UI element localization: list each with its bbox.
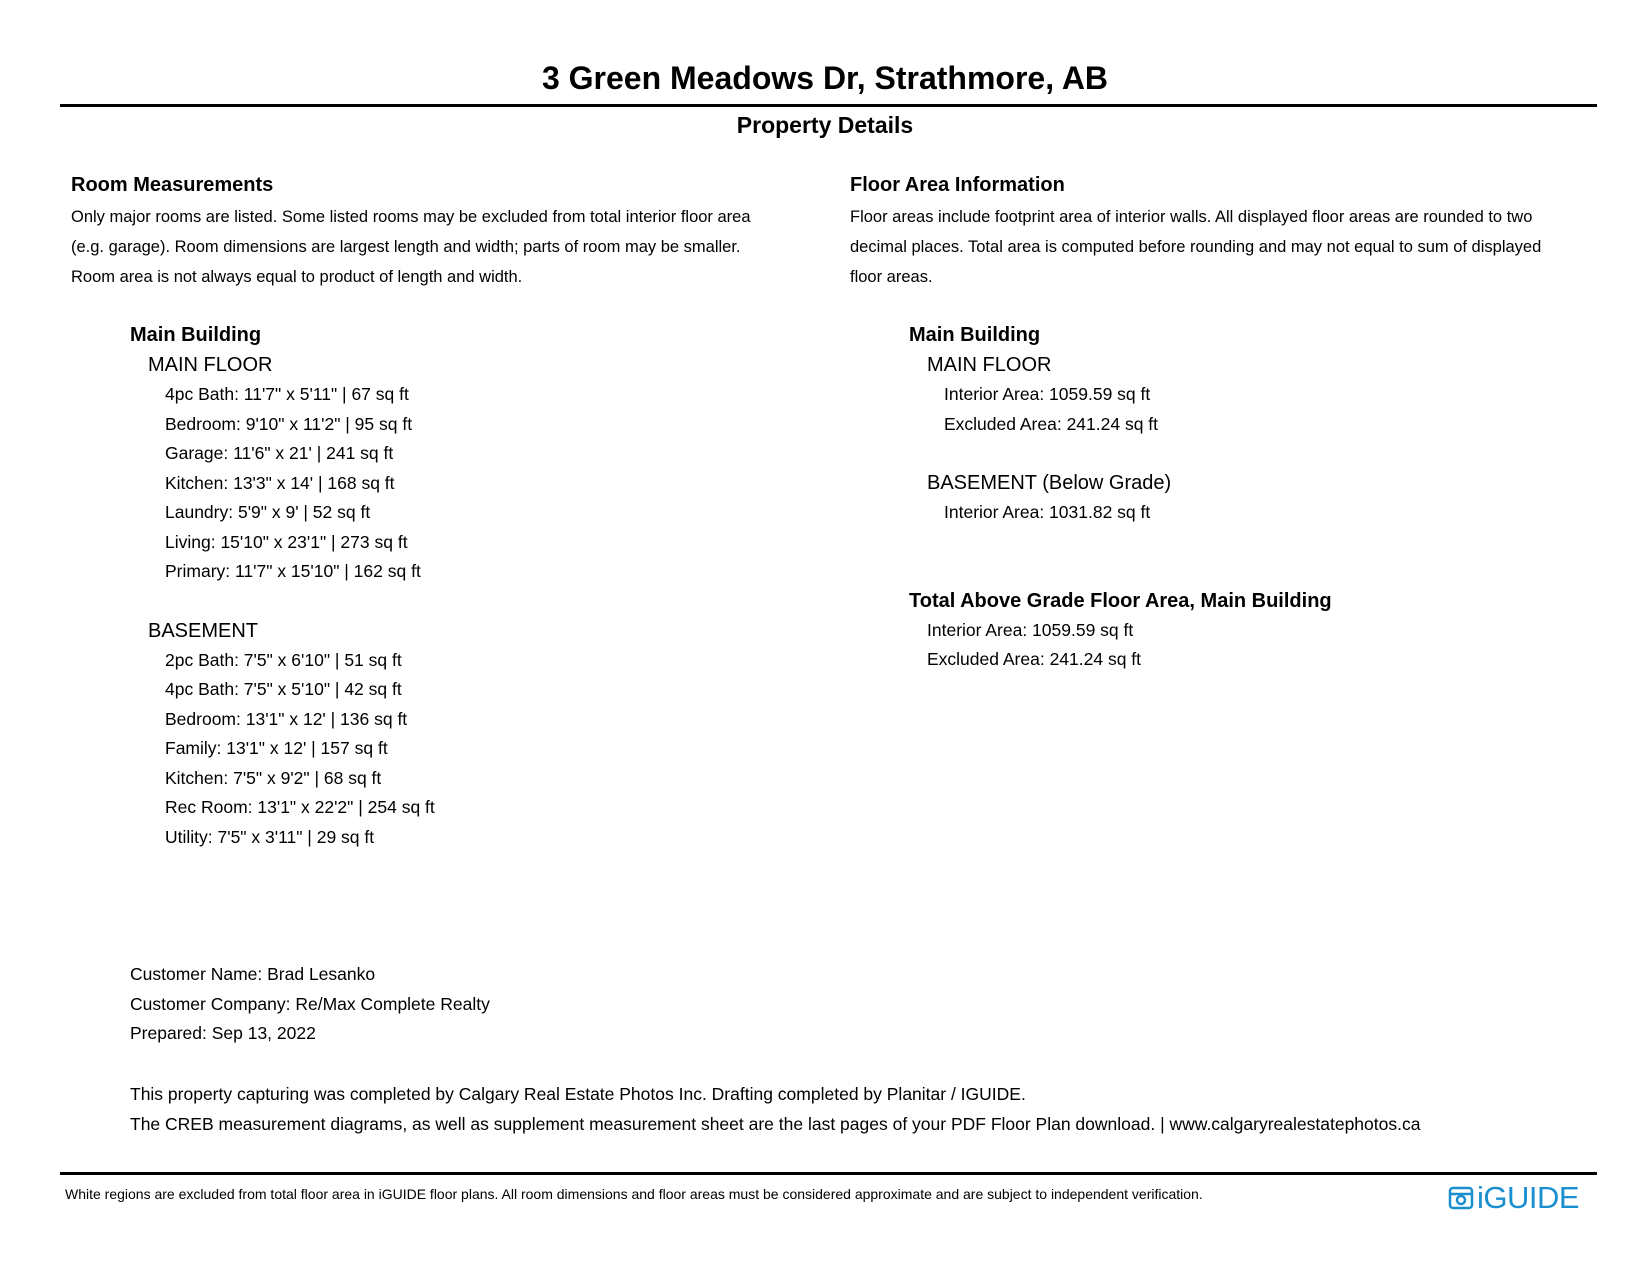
building-name: Main Building <box>909 324 1041 346</box>
room-measurements-section <box>71 172 831 292</box>
room-item: Primary: 11'7" x 15'10" | 162 sq ft <box>165 561 421 581</box>
area-item: Interior Area: 1031.82 sq ft <box>944 502 1151 522</box>
footer-disclaimer: White regions are excluded from total floor area in iGUIDE floor plans. All room dimensions and floor areas must be considered approximate and are subject to independent verification. <box>65 1186 1203 1202</box>
room-item: Laundry: 5'9" x 9' | 52 sq ft <box>165 502 371 522</box>
customer-company: Customer Company: Re/Max Complete Realty <box>130 993 490 1014</box>
area-item: Interior Area: 1059.59 sq ft <box>927 619 1134 640</box>
room-item: Family: 13'1" x 12' | 157 sq ft <box>165 738 388 758</box>
header-divider <box>60 104 1597 107</box>
room-item: 2pc Bath: 7'5" x 6'10" | 51 sq ft <box>165 649 402 670</box>
area-item: Excluded Area: 241.24 sq ft <box>944 413 1159 434</box>
customer-info <box>130 960 490 1049</box>
room-measurements-desc-line: Room area is not always equal to product of length and width. <box>71 268 523 286</box>
camera-icon <box>1448 1185 1474 1211</box>
room-item: Rec Room: 13'1" x 22'2" | 254 sq ft <box>165 797 435 817</box>
room-list <box>130 320 435 852</box>
area-item: Excluded Area: 241.24 sq ft <box>927 649 1142 669</box>
floor-name: MAIN FLOOR <box>148 354 273 376</box>
prepared-date: Prepared: Sep 13, 2022 <box>130 1023 316 1043</box>
room-item: Kitchen: 7'5" x 9'2" | 68 sq ft <box>165 767 382 788</box>
room-item: 4pc Bath: 7'5" x 5'10" | 42 sq ft <box>165 679 402 699</box>
room-item: Bedroom: 9'10" x 11'2" | 95 sq ft <box>165 413 413 434</box>
floor-area-heading: Floor Area Information <box>850 174 1065 196</box>
note-line: This property capturing was completed by Calgary Real Estate Photos Inc. Drafting completed by Planitar / IGUIDE. <box>130 1084 1026 1104</box>
customer-name: Customer Name: Brad Lesanko <box>130 964 376 984</box>
room-measurements-desc-line: (e.g. garage). Room dimensions are largest length and width; parts of room may be smaller. <box>71 238 741 256</box>
room-item: Bedroom: 13'1" x 12' | 136 sq ft <box>165 708 408 729</box>
footer-divider <box>60 1172 1597 1175</box>
room-measurements-desc-line: Only major rooms are listed. Some listed rooms may be excluded from total interior floor area <box>71 208 751 226</box>
total-area-heading: Total Above Grade Floor Area, Main Building <box>909 589 1332 612</box>
room-item: 4pc Bath: 11'7" x 5'11" | 67 sq ft <box>165 384 409 404</box>
page-subtitle: Property Details <box>736 112 914 138</box>
page-title: 3 Green Meadows Dr, Strathmore, AB <box>541 60 1109 96</box>
room-item: Utility: 7'5" x 3'11" | 29 sq ft <box>165 826 375 847</box>
floor-area-desc-line: decimal places. Total area is computed before rounding and may not equal to sum of displayed <box>850 238 1542 256</box>
area-item: Interior Area: 1059.59 sq ft <box>944 384 1151 404</box>
floor-area-desc-line: floor areas. <box>850 268 933 286</box>
floor-name: BASEMENT <box>148 619 259 642</box>
floor-area-desc-line: Floor areas include footprint area of interior walls. All displayed floor areas are rounded to two <box>850 208 1533 226</box>
floor-name: MAIN FLOOR <box>927 354 1052 376</box>
building-name: Main Building <box>130 324 262 346</box>
floor-area-section <box>850 172 1610 292</box>
floor-name: BASEMENT (Below Grade) <box>927 472 1172 494</box>
floor-area-list <box>909 320 1332 675</box>
capture-notes <box>130 1080 1420 1139</box>
logo-text: iGUIDE <box>1477 1180 1580 1215</box>
room-measurements-heading: Room Measurements <box>71 174 274 196</box>
room-item: Kitchen: 13'3" x 14' | 168 sq ft <box>165 472 395 493</box>
room-item: Garage: 11'6" x 21' | 241 sq ft <box>165 443 394 463</box>
note-line: The CREB measurement diagrams, as well as supplement measurement sheet are the last pages of your PDF Floor Plan download. | www.calgaryrealestatephotos.ca <box>130 1113 1421 1134</box>
iguide-logo <box>1448 1181 1579 1215</box>
room-item: Living: 15'10" x 23'1" | 273 sq ft <box>165 531 408 552</box>
